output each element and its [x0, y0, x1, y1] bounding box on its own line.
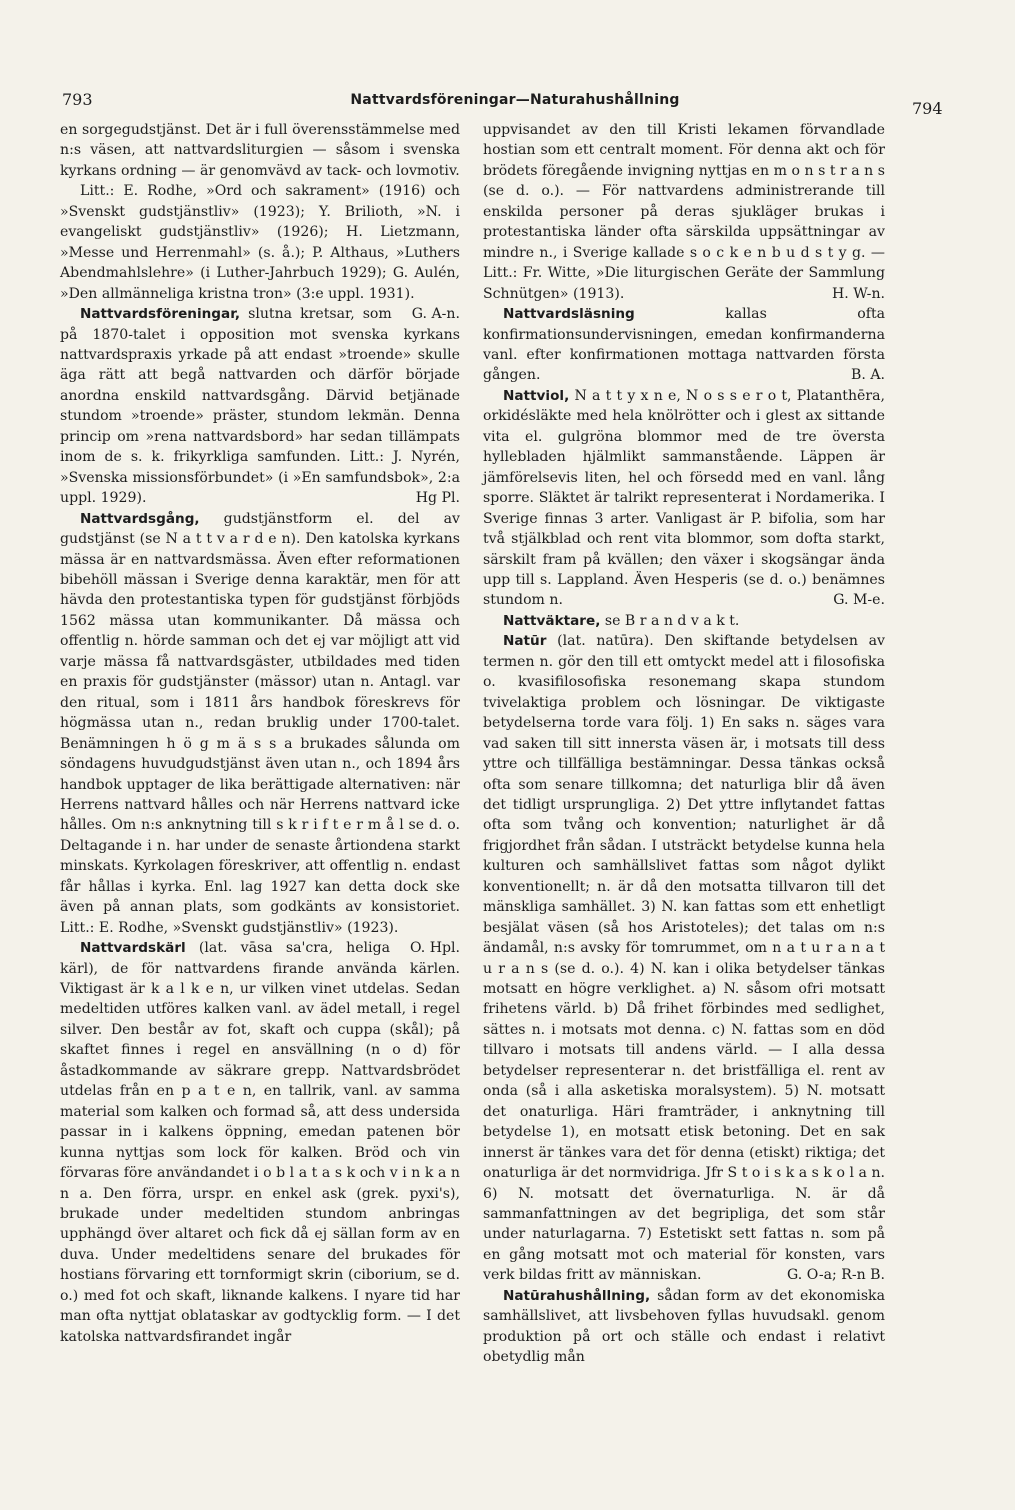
entry-text: kallas ofta konfirmationsundervisningen, emedan konfirmanderna vanl. efter konfirmationen mottaga nattvarden första gången.: [483, 306, 886, 384]
signature: G. M-e.: [833, 592, 885, 609]
signature: Hg Pl.: [415, 490, 460, 507]
headword: Nattvardsgång,: [80, 510, 200, 527]
headword: Nattviol,: [503, 387, 570, 404]
headword: Natūr: [503, 633, 547, 650]
literature-text: Litt.: E. Rodhe, »Ord och sakrament» (1916) och »Svenskt gudstjänstliv» (1923); Y. Brilioth, »N. i evangeliskt gudstjänstliv» (1926); H. Lietzmann, »Messe und Herrenmahl» (s. å.); P. Althaus, »Luthers Abendmahlslehre» (i Luther-Jahrbuch 1929); G. Aulén, »Den allmänneliga kristna tron» (3:e uppl. 1931).: [60, 183, 460, 302]
headword: Nattvardskärl: [80, 940, 186, 957]
entry-nattvaktare: [483, 611, 885, 631]
entry-natur: [483, 631, 885, 1286]
signature: G. A-n.: [411, 306, 460, 323]
entry-text: gudstjänstform el. del av gudstjänst (se N a t t v a r d e n). Den katolska kyrkans mässa är en nattvardsmässa. Även efter reformationen bibehöll mässan i Sverige denna karaktär, men för att hävda den protestantiska typen för gudstjänst förbjöds 1562 mässa utan kommunikanter. Då mässa och offentlig n. hörde samman och det ej var möjligt att vid varje mässa få nattvardsgäster, utbildades med tiden en praxis för gudstjänster (mässor) utan n. Antagl. var den ritual, som i 1811 års handbok föreskrevs för högmässa utan n., redan bruklig under 1700-talet. Benämningen h ö g m ä s s a brukades sålunda om söndagens huvudgudstjänst även utan n., och 1894 års handbok upptager de lika berättigade alternativen: när Herrens nattvard hålles och när Herrens nattvard icke hålles. Om n:s anknytning till s k r i f t e r m å l se d. o. Deltagande i n. har under de senaste årtiondena starkt minskats. Kyrkolagen föreskriver, att offentlig n. endast får hållas i kyrka. Enl. lag 1927 kan detta dock ske även på annan plats, som godkänts av konsistoriet. Litt.: E. Rodhe, »Svenskt gudstjänstliv» (1923).: [60, 510, 460, 936]
headword: Nattväktare,: [503, 612, 601, 629]
headword: Natūrahushållning,: [503, 1287, 651, 1304]
continued-text: [483, 120, 885, 304]
entry-text: (lat. vāsa sa'cra, heliga kärl), de för nattvardens firande använda kärlen. Viktigast är k a l k e n, ur vilken vinet utdelas. Sedan medeltiden utföres kalken vanl. av ädel metall, i regel silver. Den består av fot, skaft och cuppa (skål); på skaftet finnes i regel en ansvällning (n o d) för åstadkommande av säkrare grepp. Nattvardsbrödet utdelas från en p a t e n, en tallrik, vanl. av samma material som kalken och formad så, att dess undersida passar in i kalkens öppning, emedan patenen bör kunna nyttjas som lock för kalken. Bröd och vin förvaras före användandet i o b l a t a s k och v i n k a n n a. Den förra, urspr. en enkel ask (grek. pyxi's), brukade under medeltiden stundom anbringas upphängd över altaret och fick då ej sällan form av en duva. Under medeltidens senare del brukades för hostians förvaring ett tornformigt skrin (ciborium, se d. o.) med fot och skaft, liknande kalkens. I nyare tid har man ofta nyttjat oblataskar av godtycklig form. — I det katolska nattvardsfirandet ingår: [60, 940, 460, 1345]
entry-text: N a t t y x n e, N o s s e r o t, Platanthēra, orkidésläkte med hela knölrötter och i glest ax sittande vita el. gulgröna blommor med de tre översta hyllebladen hjälmlikt sammanstående. Läppen är jämförelsevis liten, hel och försedd med en vanl. lång sporre. Släktet är talrikt representerat i Nordamerika. I Sverige finnas 3 arter. Vanligast är P. bifolia, som har två stjälkblad och rent vita blommor, som dofta starkt, särskilt fram på kvällen; den växer i skogsängar ända upp till s. Lappland. Även Hesperis (se d. o.) benämnes stundom n.: [483, 387, 885, 609]
entry-nattvardsforeningar: [60, 304, 460, 509]
headword: Nattvardsföreningar,: [80, 306, 241, 323]
entry-text: slutna kretsar, som på 1870-talet i opposition mot svenska kyrkans nattvardspraxis yrkade på att endast »troende» skulle äga rätt att begå nattvarden och därför började anordna enskild nattvardsgång. Därvid betjänade stundom »troende» präster, stundom lekmän. Denna princip om »rena nattvardsbord» har sedan tillämpats inom de s. k. frikyrkliga samfunden. Litt.: J. Nyrén, »Svenska missionsförbundet» (i »En samfundsbok», 2:a uppl. 1929).: [60, 306, 460, 507]
running-head: Nattvardsföreningar—Naturahushållning: [350, 92, 680, 108]
entry-text: se B r a n d v a k t.: [604, 612, 740, 629]
signature: B. A.: [851, 367, 885, 384]
continued-text: en sorgegudstjänst. Det är i full överensstämmelse med n:s väsen, att nattvardsliturgien — såsom i svenska kyrkans ordning — är genomvävd av tack- och lovmotiv.: [60, 122, 460, 179]
entry-nattvardskarl: [60, 938, 460, 1347]
entry-text: (lat. natūra). Den skiftande betydelsen av termen n. gör den till ett omtyckt medel att i filosofiska o. kvasifilosofiska resonemang skapa stundom tvivelaktiga problem och lösningar. De viktigaste betydelserna torde vara följ. 1) En saks n. säges vara vad saken till sitt innersta väsen är, i motsats till dess yttre och tillfälliga bestämningar. Dessa tänkas också ofta som senare tillkomna; det naturliga blir då även det tidligt ursprungliga. 2) Det yttre inflytandet fattas ofta som tvång och konvention; naturlighet är då frigjordhet från sådan. I utsträckt betydelse kunna hela kulturen och samhällslivet fattas som något dylikt konventionellt; n. är då den motsatta tillvaron till det mänskliga samhället. 3) N. kan fattas som ett enhetligt besjälat väsen (så hos Aristoteles); det talas om n:s ändamål, n:s avsky för tomrummet, om n a t u r a n a t u r a n s (se d. o.). 4) N. kan i olika betydelser tänkas motsatt en högre verklighet. a) N. såsom ofri motsatt frihetens värld. b) Då frihet förbindes med sedlighet, sättes n. i motsats mot denna. c) N. fattas som en död tillvaro i motsats till andens värld. — I alla dessa betydelser representerar n. det bristfälliga el. rent av onda (så i alla asketiska moralsystem). 5) N. motsatt det onaturliga. Häri framträder, i anknytning till betydelse 1), en motsatt etisk betoning. Det en sak innerst är tänkes vara det för denna (etiskt) riktiga; det onaturliga är det normvidriga. Jfr S t o i s k a s k o l a n. 6) N. motsatt det övernaturliga. N. är då sammanfattningen av det begripliga, det som står under naturlagarna. 7) Estetiskt sett fattas n. som på en gång motsatt mot och material för konsten, vars verk bildas fritt av människan.: [483, 633, 885, 1284]
signature: O. Hpl.: [410, 940, 460, 957]
signature: H. W-n.: [831, 285, 885, 302]
entry-text: sådan form av det ekonomiska samhällslivet, att livsbehoven fyllas huvudsakl. genom produktion på ort och ställe och endast i relativt obetydlig mån: [483, 1287, 886, 1366]
right-column: [483, 120, 885, 1368]
page-number-left: 793: [62, 90, 93, 109]
entry-naturahushallning: [483, 1286, 885, 1368]
entry-text: uppvisandet av den till Kristi lekamen förvandlade hostian som ett centralt moment. För denna akt och för brödets föregående invigning nyttjas en m o n s t r a n s (se d. o.). — För nattvardens administrerande till enskilda personer på deras sjukläger brukas i protestantiska länder ofta särskilda uppsättningar av mindre n., i Sverige kallade s o c k e n b u d s t y g. — Litt.: Fr. Witte, »Die liturgischen Geräte der Sammlung Schnütgen» (1913).: [483, 122, 885, 302]
left-column: [60, 120, 460, 1347]
signature: G. O-a; R-n B.: [787, 1267, 885, 1284]
headword: Nattvardsläsning: [503, 306, 635, 323]
page-number-right: 794: [912, 99, 943, 118]
entry-nattvardslasning: [483, 304, 885, 386]
entry-nattviol: [483, 386, 885, 611]
